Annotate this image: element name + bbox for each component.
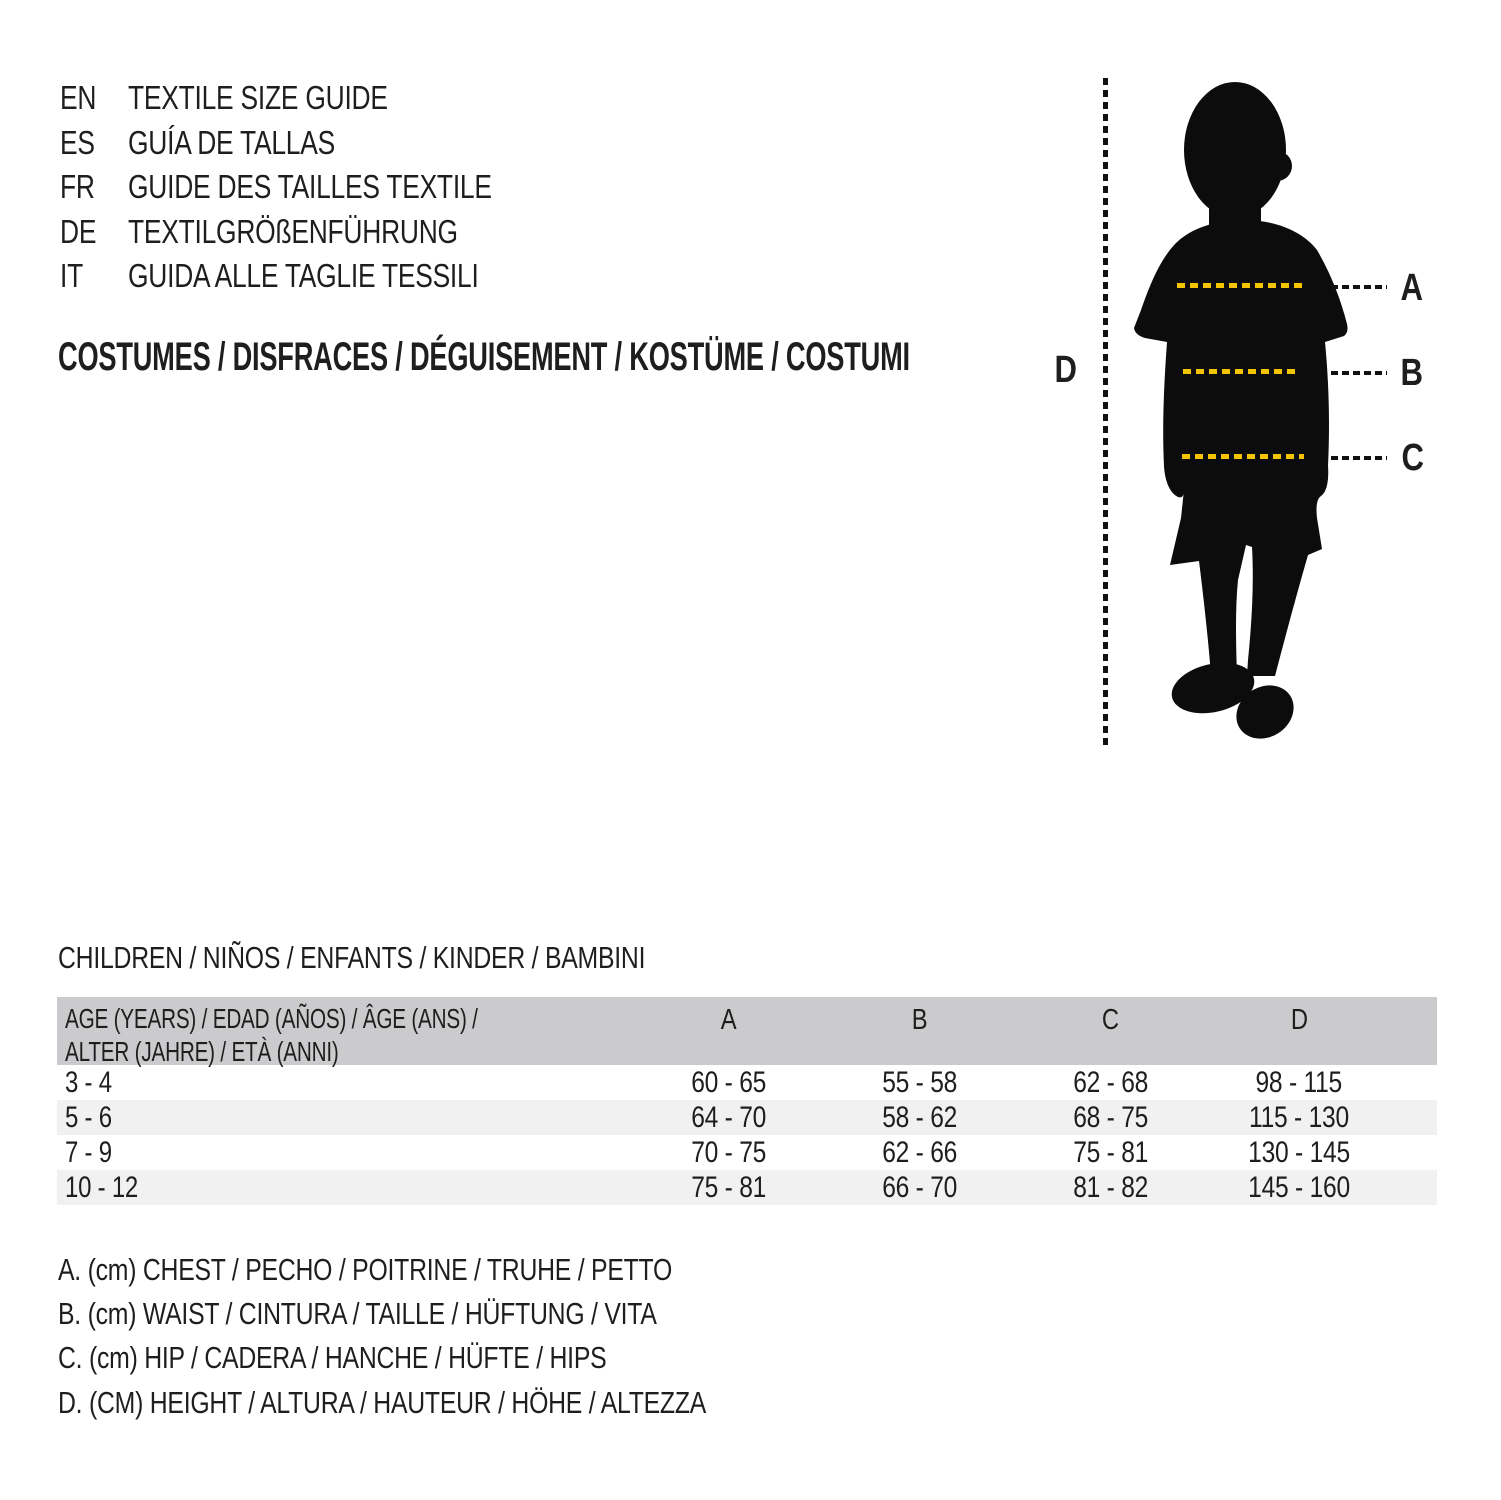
hip-cell: 81 - 82 [1073,1170,1148,1204]
hip-cell: 68 - 75 [1073,1100,1148,1134]
age-cell: 7 - 9 [65,1135,112,1169]
marker-b-label: B [1400,352,1423,394]
column-header-b: B [912,1004,928,1036]
hip-leader-dots [1331,456,1387,460]
legend-hip: C. (cm) HIP / CADERA / HANCHE / HÜFTE / HIPS [58,1340,607,1375]
legend-height: D. (CM) HEIGHT / ALTURA / HAUTEUR / HÖHE / ALTEZZA [58,1385,707,1420]
child-silhouette [1125,78,1375,758]
table-row [57,1065,1437,1100]
waist-cell: 58 - 62 [882,1100,958,1134]
silhouette-body [1134,220,1348,678]
column-header-a: A [720,1004,737,1036]
table-row [57,1170,1437,1205]
language-title: TEXTILE SIZE GUIDE [128,79,388,116]
chest-cell: 75 - 81 [691,1170,766,1204]
waist-cell: 55 - 58 [882,1065,958,1099]
language-title: GUIDA ALLE TAGLIE TESSILI [128,257,479,294]
chest-measure-dash [1177,283,1307,288]
age-column-header: AGE (YEARS) / EDAD (AÑOS) / ÂGE (ANS) / ALTER (JAHRE) / ETÀ (ANNI) [65,1003,478,1067]
table-row [57,1135,1437,1170]
language-code: FR [60,168,95,205]
language-code: EN [60,79,97,116]
table-row [57,1100,1437,1135]
marker-c-label: C [1401,437,1424,479]
language-code: ES [60,124,95,161]
chest-leader-dots [1331,285,1387,289]
height-cell: 130 - 145 [1248,1135,1350,1169]
waist-leader-dots [1331,371,1387,375]
age-cell: 10 - 12 [65,1170,139,1204]
chest-cell: 64 - 70 [691,1100,766,1134]
language-title: GUIDE DES TAILLES TEXTILE [128,168,492,205]
language-title: GUÍA DE TALLAS [128,124,335,161]
height-cell: 145 - 160 [1248,1170,1350,1204]
hip-cell: 62 - 68 [1073,1065,1148,1099]
marker-d-label: D [1054,349,1077,391]
height-cell: 98 - 115 [1255,1065,1343,1099]
age-cell: 5 - 6 [65,1100,112,1134]
height-cell: 115 - 130 [1249,1100,1349,1134]
language-code: IT [60,257,83,294]
chest-cell: 70 - 75 [691,1135,766,1169]
children-section-title: CHILDREN / NIÑOS / ENFANTS / KINDER / BAMBINI [58,940,646,975]
waist-measure-dash [1183,369,1298,374]
column-header-c: C [1102,1004,1119,1036]
category-title: COSTUMES / DISFRACES / DÉGUISEMENT / KOSTÜME / COSTUMI [58,335,910,379]
table-header-row [57,997,1437,1065]
language-code: DE [60,213,97,250]
language-title: TEXTILGRÖßENFÜHRUNG [128,213,458,250]
hip-cell: 75 - 81 [1073,1135,1148,1169]
marker-a-label: A [1400,267,1423,309]
waist-cell: 62 - 66 [882,1135,958,1169]
height-dotted-line [1103,78,1108,748]
children-size-table [57,997,1437,1205]
silhouette-ear [1262,151,1292,181]
column-header-d: D [1290,1004,1308,1036]
legend-chest: A. (cm) CHEST / PECHO / POITRINE / TRUHE / PETTO [58,1252,673,1287]
age-cell: 3 - 4 [65,1065,112,1099]
waist-cell: 66 - 70 [882,1170,958,1204]
hip-measure-dash [1182,454,1304,459]
legend-waist: B. (cm) WAIST / CINTURA / TAILLE / HÜFTUNG / VITA [58,1296,657,1331]
chest-cell: 60 - 65 [691,1065,766,1099]
